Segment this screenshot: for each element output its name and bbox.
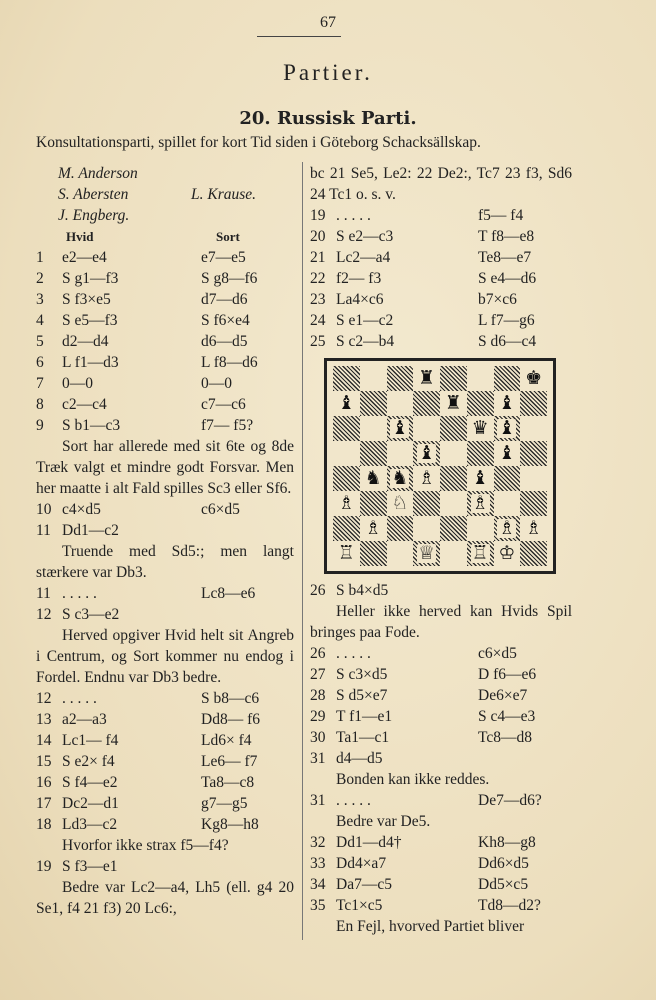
move-row xyxy=(36,793,294,814)
board-square xyxy=(440,391,467,416)
white-move: Dd4×a7 xyxy=(336,855,387,872)
move-row xyxy=(310,331,572,352)
black-move: D f6—e6 xyxy=(478,666,537,683)
white-move: Tc1×c5 xyxy=(336,897,383,914)
black-move: Dd6×d5 xyxy=(478,855,529,872)
black-move: De7—d6? xyxy=(478,792,542,809)
chess-piece-icon: ♝ xyxy=(337,392,355,414)
white-header: Hvid xyxy=(66,229,94,244)
move-number: 28 xyxy=(310,687,326,704)
board-square xyxy=(333,516,360,541)
board-square xyxy=(333,366,360,391)
move-number: 8 xyxy=(36,396,44,413)
board-square xyxy=(467,441,494,466)
move-number: 11 xyxy=(36,585,51,602)
chess-piece-icon: ♜ xyxy=(418,367,436,389)
board-square xyxy=(440,366,467,391)
move-number: 30 xyxy=(310,729,326,746)
board-square xyxy=(520,491,547,516)
board-square xyxy=(360,416,387,441)
board-square xyxy=(360,466,387,491)
white-move: Dc2—d1 xyxy=(62,795,119,812)
right-move-list-top xyxy=(310,163,572,352)
right-move-list-bottom xyxy=(310,580,572,937)
black-move: Ld6× f4 xyxy=(201,732,252,749)
move-number: 34 xyxy=(310,876,326,893)
black-move: f5— f4 xyxy=(478,207,524,224)
move-row xyxy=(36,394,294,415)
players-line-2 xyxy=(36,184,294,205)
board-square xyxy=(520,391,547,416)
move-row xyxy=(310,727,572,748)
white-move: Ld3—c2 xyxy=(62,816,118,833)
board-square xyxy=(440,416,467,441)
board-square xyxy=(413,516,440,541)
white-move: f2— f3 xyxy=(336,270,382,287)
white-move: S b1—c3 xyxy=(62,417,121,434)
move-row xyxy=(310,664,572,685)
white-move: S e5—f3 xyxy=(62,312,118,329)
board-square xyxy=(520,541,547,566)
white-move: Lc2—a4 xyxy=(336,249,391,266)
black-move: e7—e5 xyxy=(201,249,246,266)
black-move: d7—d6 xyxy=(201,291,248,308)
black-move: f7— f5? xyxy=(201,417,254,434)
move-row xyxy=(36,604,294,625)
section-title: Partier. xyxy=(283,60,373,85)
chess-piece-icon: ♘ xyxy=(391,492,409,514)
move-number: 32 xyxy=(310,834,326,851)
chess-piece-icon: ♗ xyxy=(498,517,516,539)
annotation-comment: Herved opgiver Hvid helt sit Angreb i Centrum, og Sort kommer nu endog i Fordel. Endnu var Db3 bedre. xyxy=(36,627,294,686)
chess-piece-icon: ♗ xyxy=(418,467,436,489)
move-row xyxy=(36,373,294,394)
white-move: Dd1—c2 xyxy=(62,522,119,539)
board-square xyxy=(387,516,414,541)
black-move: S e4—d6 xyxy=(478,270,537,287)
board-square xyxy=(387,416,414,441)
move-number: 26 xyxy=(310,582,326,599)
players-line-3 xyxy=(36,205,294,226)
white-move: S d5×e7 xyxy=(336,687,388,704)
board-square xyxy=(520,416,547,441)
board-square xyxy=(360,491,387,516)
board-square xyxy=(494,541,521,566)
game-title: 20. Russisk Parti. xyxy=(239,108,417,129)
move-number: 3 xyxy=(36,291,44,308)
board-square xyxy=(360,541,387,566)
board-square xyxy=(360,366,387,391)
black-player: L. Krause. xyxy=(191,186,257,203)
move-row xyxy=(36,814,294,835)
move-row xyxy=(36,352,294,373)
white-move: . . . . . xyxy=(62,585,97,602)
black-move: S f6×e4 xyxy=(201,312,250,329)
chess-piece-icon: ♛ xyxy=(471,417,489,439)
move-row xyxy=(310,289,572,310)
black-move: c6×d5 xyxy=(478,645,517,662)
move-number: 14 xyxy=(36,732,52,749)
board-square xyxy=(467,416,494,441)
black-move: 0—0 xyxy=(201,375,232,392)
white-move: a2—a3 xyxy=(62,711,107,728)
chess-piece-icon: ♖ xyxy=(471,542,489,564)
white-move: S e2× f4 xyxy=(62,753,115,770)
move-row xyxy=(310,310,572,331)
move-row xyxy=(310,874,572,895)
white-move: 0—0 xyxy=(62,375,93,392)
move-number: 15 xyxy=(36,753,52,770)
annotation-comment: Bonden kan ikke reddes. xyxy=(336,771,490,788)
annotation-comment: Heller ikke herved kan Hvids Spil bringes paa Fode. xyxy=(310,603,572,641)
black-move: Lc8—e6 xyxy=(201,585,256,602)
chess-piece-icon: ♗ xyxy=(471,492,489,514)
white-move: La4×c6 xyxy=(336,291,384,308)
move-row xyxy=(310,580,572,601)
board-square xyxy=(360,516,387,541)
board-square xyxy=(494,366,521,391)
chess-diagram xyxy=(324,358,556,574)
board-square xyxy=(520,466,547,491)
black-move: b7×c6 xyxy=(478,291,517,308)
move-row xyxy=(36,709,294,730)
board-square xyxy=(387,466,414,491)
white-move: S e2—c3 xyxy=(336,228,394,245)
board-square xyxy=(440,491,467,516)
move-number: 27 xyxy=(310,666,326,683)
move-number: 13 xyxy=(36,711,52,728)
chess-piece-icon: ♝ xyxy=(498,392,516,414)
move-row xyxy=(310,643,572,664)
chess-piece-icon: ♕ xyxy=(418,542,436,564)
move-number: 29 xyxy=(310,708,326,725)
move-row xyxy=(310,247,572,268)
chess-piece-icon: ♔ xyxy=(498,542,516,564)
board-square xyxy=(467,491,494,516)
black-move: Kh8—g8 xyxy=(478,834,536,851)
white-move: . . . . . xyxy=(336,792,371,809)
white-move: L f1—d3 xyxy=(62,354,119,371)
white-move: c4×d5 xyxy=(62,501,101,518)
board-square xyxy=(440,516,467,541)
white-move: S f3—e1 xyxy=(62,858,118,875)
black-move: c6×d5 xyxy=(201,501,240,518)
black-move: Ta8—c8 xyxy=(201,774,255,791)
move-row xyxy=(310,790,572,811)
board-square xyxy=(494,466,521,491)
players-line-1 xyxy=(36,163,294,184)
white-player-3: J. Engberg. xyxy=(58,207,130,224)
move-row xyxy=(36,331,294,352)
board-square xyxy=(494,516,521,541)
chess-board xyxy=(333,366,547,566)
move-number: 26 xyxy=(310,645,326,662)
board-square xyxy=(467,541,494,566)
move-row xyxy=(310,706,572,727)
move-row xyxy=(310,268,572,289)
black-move: S b8—c6 xyxy=(201,690,260,707)
board-square xyxy=(467,516,494,541)
white-move: Ta1—c1 xyxy=(336,729,390,746)
board-square xyxy=(494,416,521,441)
black-move: S d6—c4 xyxy=(478,333,537,350)
board-square xyxy=(387,391,414,416)
board-square xyxy=(413,466,440,491)
move-number: 35 xyxy=(310,897,326,914)
left-column xyxy=(36,163,294,919)
move-row xyxy=(36,751,294,772)
move-number: 1 xyxy=(36,249,44,266)
board-square xyxy=(440,541,467,566)
white-move: d4—d5 xyxy=(336,750,383,767)
move-row xyxy=(36,583,294,604)
board-square xyxy=(333,416,360,441)
black-move: Dd5×c5 xyxy=(478,876,529,893)
move-number: 18 xyxy=(36,816,52,833)
board-square xyxy=(413,491,440,516)
board-square xyxy=(467,466,494,491)
white-move: S c3—e2 xyxy=(62,606,120,623)
board-square xyxy=(467,366,494,391)
board-square xyxy=(520,366,547,391)
move-number: 19 xyxy=(310,207,326,224)
move-number: 11 xyxy=(36,522,51,539)
move-number: 2 xyxy=(36,270,44,287)
black-header: Sort xyxy=(216,229,240,244)
move-number: 12 xyxy=(36,690,52,707)
move-number: 31 xyxy=(310,750,326,767)
black-move: Td8—d2? xyxy=(478,897,541,914)
column-headers xyxy=(36,226,294,247)
left-move-list xyxy=(36,247,294,919)
move-number: 6 xyxy=(36,354,44,371)
black-move: S c4—e3 xyxy=(478,708,536,725)
move-row xyxy=(310,853,572,874)
board-square xyxy=(413,416,440,441)
board-square xyxy=(467,391,494,416)
move-number: 5 xyxy=(36,333,44,350)
move-number: 22 xyxy=(310,270,326,287)
board-square xyxy=(440,466,467,491)
board-square xyxy=(494,491,521,516)
board-square xyxy=(333,491,360,516)
game-subtitle: Konsultationsparti, spillet for kort Tid siden i Göteborg Schacksällskap. xyxy=(36,134,481,151)
black-move: d6—d5 xyxy=(201,333,248,350)
board-square xyxy=(360,441,387,466)
move-number: 12 xyxy=(36,606,52,623)
move-row xyxy=(36,310,294,331)
chess-piece-icon: ♞ xyxy=(391,467,409,489)
white-player-2: S. Abersten xyxy=(58,186,129,203)
annotation-comment: Bedre var Lc2—a4, Lh5 (ell. g4 20 Se1, f4 21 f3) 20 Lc6:, xyxy=(36,879,294,917)
move-row xyxy=(310,205,572,226)
board-square xyxy=(333,541,360,566)
white-move: . . . . . xyxy=(336,207,371,224)
annotation-continuation: bc 21 Se5, Le2: 22 De2:, Tc7 23 f3, Sd6 24 Tc1 o. s. v. xyxy=(310,165,572,203)
black-move: T f8—e8 xyxy=(478,228,535,245)
chess-piece-icon: ♗ xyxy=(525,517,543,539)
annotation-comment: Hvorfor ikke strax f5—f4? xyxy=(62,837,229,854)
black-move: Le6— f7 xyxy=(201,753,258,770)
move-number: 7 xyxy=(36,375,44,392)
move-number: 17 xyxy=(36,795,52,812)
move-row xyxy=(36,856,294,877)
board-square xyxy=(333,391,360,416)
chess-piece-icon: ♝ xyxy=(498,417,516,439)
chess-piece-icon: ♗ xyxy=(364,517,382,539)
white-move: . . . . . xyxy=(62,690,97,707)
white-move: S c3×d5 xyxy=(336,666,388,683)
white-move: S f4—e2 xyxy=(62,774,118,791)
move-row xyxy=(310,832,572,853)
chess-piece-icon: ♝ xyxy=(418,442,436,464)
move-number: 16 xyxy=(36,774,52,791)
right-column xyxy=(310,163,572,937)
move-number: 4 xyxy=(36,312,44,329)
white-move: S f3×e5 xyxy=(62,291,111,308)
chess-piece-icon: ♝ xyxy=(471,467,489,489)
white-move: . . . . . xyxy=(336,645,371,662)
black-move: Te8—e7 xyxy=(478,249,532,266)
move-row xyxy=(36,688,294,709)
white-move: Da7—c5 xyxy=(336,876,392,893)
move-row xyxy=(36,289,294,310)
board-square xyxy=(333,441,360,466)
move-number: 19 xyxy=(36,858,52,875)
move-number: 20 xyxy=(310,228,326,245)
chess-piece-icon: ♗ xyxy=(337,492,355,514)
white-move: e2—e4 xyxy=(62,249,107,266)
white-move: d2—d4 xyxy=(62,333,109,350)
column-divider xyxy=(302,162,303,940)
move-row xyxy=(36,772,294,793)
move-row xyxy=(310,748,572,769)
board-square xyxy=(413,391,440,416)
move-number: 9 xyxy=(36,417,44,434)
board-square xyxy=(387,441,414,466)
board-square xyxy=(387,366,414,391)
white-move: c2—c4 xyxy=(62,396,107,413)
board-square xyxy=(387,491,414,516)
move-row xyxy=(36,268,294,289)
move-row xyxy=(36,499,294,520)
black-move: Tc8—d8 xyxy=(478,729,533,746)
annotation-comment: Truende med Sd5:; men langt stærkere var Db3. xyxy=(36,543,294,581)
board-square xyxy=(413,366,440,391)
black-move: Dd8— f6 xyxy=(201,711,260,728)
black-move: L f7—g6 xyxy=(478,312,535,329)
white-move: Lc1— f4 xyxy=(62,732,119,749)
annotation-comment: Bedre var De5. xyxy=(336,813,431,830)
move-number: 21 xyxy=(310,249,326,266)
page-number: 67 xyxy=(320,14,336,31)
black-move: c7—c6 xyxy=(201,396,246,413)
board-square xyxy=(360,391,387,416)
move-number: 31 xyxy=(310,792,326,809)
chess-piece-icon: ♜ xyxy=(444,392,462,414)
board-square xyxy=(520,441,547,466)
black-move: g7—g5 xyxy=(201,795,248,812)
board-square xyxy=(520,516,547,541)
annotation-comment: Sort har allerede med sit 6te og 8de Træk valgt et mindre godt Forsvar. Men her maatte i alt Fald spilles Sc3 eller Sf6. xyxy=(36,438,294,497)
annotation-comment: En Fejl, hvorved Partiet bliver xyxy=(336,918,525,935)
move-number: 25 xyxy=(310,333,326,350)
chess-piece-icon: ♖ xyxy=(337,542,355,564)
black-move: Kg8—h8 xyxy=(201,816,259,833)
white-move: S g1—f3 xyxy=(62,270,119,287)
black-move: De6×e7 xyxy=(478,687,528,704)
move-row xyxy=(36,520,294,541)
black-move: S g8—f6 xyxy=(201,270,258,287)
board-square xyxy=(494,441,521,466)
move-number: 23 xyxy=(310,291,326,308)
chess-piece-icon: ♝ xyxy=(498,442,516,464)
chess-piece-icon: ♝ xyxy=(391,417,409,439)
board-square xyxy=(440,441,467,466)
white-move: S c2—b4 xyxy=(336,333,395,350)
move-row xyxy=(310,685,572,706)
white-move: S e1—c2 xyxy=(336,312,394,329)
board-square xyxy=(333,466,360,491)
move-number: 10 xyxy=(36,501,52,518)
move-row xyxy=(310,895,572,916)
move-row xyxy=(310,226,572,247)
board-square xyxy=(413,441,440,466)
move-row xyxy=(36,415,294,436)
page-number-rule xyxy=(257,36,341,37)
white-move: T f1—e1 xyxy=(336,708,393,725)
white-move: Dd1—d4† xyxy=(336,834,402,851)
chess-piece-icon: ♚ xyxy=(525,367,543,389)
black-move: L f8—d6 xyxy=(201,354,258,371)
chess-piece-icon: ♞ xyxy=(364,467,382,489)
move-row xyxy=(36,730,294,751)
white-player-1: M. Anderson xyxy=(58,165,138,182)
board-square xyxy=(387,541,414,566)
board-square xyxy=(413,541,440,566)
move-row xyxy=(36,247,294,268)
move-number: 33 xyxy=(310,855,326,872)
board-square xyxy=(494,391,521,416)
white-move: S b4×d5 xyxy=(336,582,389,599)
move-number: 24 xyxy=(310,312,326,329)
